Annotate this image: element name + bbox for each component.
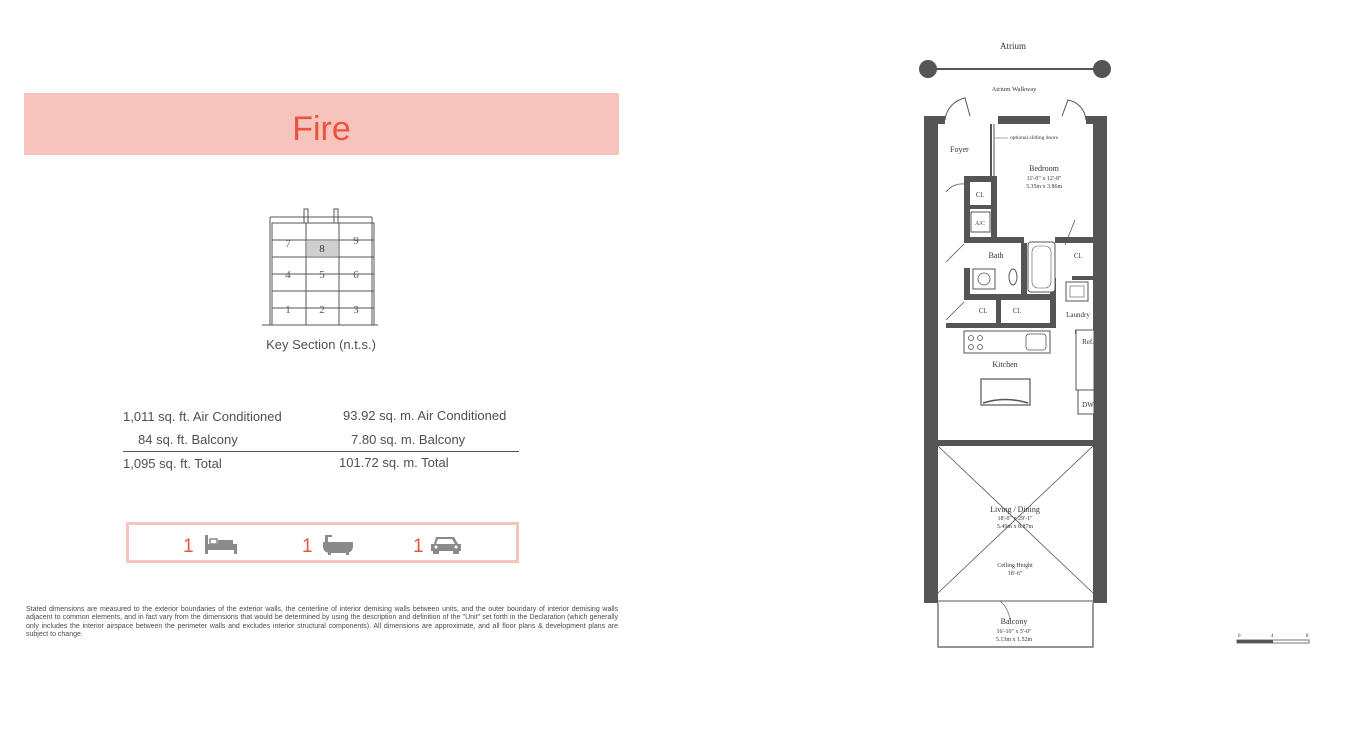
- svg-text:8: 8: [1306, 634, 1309, 639]
- area-sqm-balcony: 7.80 sq. m. Balcony: [351, 432, 466, 447]
- unit-cell-4: 4: [285, 269, 291, 281]
- bath-label: Bath: [988, 251, 1004, 260]
- total-divider: [123, 451, 519, 452]
- key-section-caption: Key Section (n.t.s.): [266, 337, 376, 352]
- ceiling-height-value: 18'-6": [1007, 571, 1023, 577]
- balcony-dims-ft: 16'-10" x 5'-0": [996, 629, 1032, 635]
- bedroom-dims-ft: 11'-0" x 12'-8": [1026, 176, 1062, 182]
- area-sqft-balcony: 84 sq. ft. Balcony: [138, 432, 238, 447]
- atrium-column-left: [919, 60, 937, 78]
- closet-3-label: Cl.: [1012, 307, 1022, 315]
- foyer-label: Foyer: [950, 145, 969, 154]
- floor-plan: [900, 30, 1330, 660]
- living-dims-m: 5.49m x 8.87m: [996, 524, 1034, 530]
- dishwasher-label: DW: [1082, 401, 1094, 409]
- kitchen-label: Kitchen: [992, 360, 1018, 369]
- atrium-column-right: [1093, 60, 1111, 78]
- area-sqm-ac: 93.92 sq. m. Air Conditioned: [343, 408, 507, 423]
- unit-cell-5: 5: [319, 269, 325, 281]
- unit-cell-9: 9: [353, 235, 359, 247]
- unit-cell-6: 6: [353, 269, 359, 281]
- unit-title-bar: [24, 93, 619, 155]
- closet-1-label: Cl.: [975, 191, 985, 199]
- svg-text:0: 0: [1238, 634, 1241, 639]
- ceiling-height-label: Ceiling Height: [997, 563, 1033, 569]
- unit-title: Fire: [292, 110, 351, 148]
- refrigerator-label: Ref.: [1082, 338, 1094, 346]
- living-dims-ft: 18'-0" x 29'-1": [997, 516, 1033, 522]
- sliding-doors-note: optional sliding doors: [1010, 135, 1058, 141]
- toilet: [1009, 269, 1017, 285]
- bedroom-count: 1: [183, 536, 194, 557]
- balcony-dims-m: 5.13m x 1.52m: [995, 637, 1033, 643]
- bed-icon: [204, 533, 238, 555]
- unit-cell-1: 1: [285, 304, 291, 316]
- scale-bar: [1237, 634, 1309, 643]
- closet-bath-label: Cl.: [1073, 252, 1083, 260]
- area-sqm-total: 101.72 sq. m. Total: [339, 455, 449, 470]
- svg-text:4: 4: [1271, 634, 1274, 639]
- area-sqft-total: 1,095 sq. ft. Total: [123, 456, 222, 471]
- unit-cell-7: 7: [285, 238, 291, 250]
- disclaimer-text: Stated dimensions are measured to the exterior boundaries of the exterior walls, the centerline of interior demising walls between units, and the outer boundary of interior demising walls adjacent to common elements, and in fact vary from the dimensions that would be determined by using the description and definition of the "Unit" set forth in the Declaration (which generally only includes the interior airspace between the perimeter walls and excludes interior structural components). All dimensions are approximate, and all floor plans & development plans are subject to change.: [26, 606, 618, 639]
- atrium-walkway-label: Atrium Walkway: [991, 86, 1037, 93]
- balcony-label: Balcony: [1000, 617, 1028, 626]
- parking-count: 1: [413, 536, 424, 557]
- key-section-diagram: [260, 207, 380, 329]
- unit-cell-8: 8: [319, 243, 325, 255]
- area-sqft-ac: 1,011 sq. ft. Air Conditioned: [123, 409, 282, 424]
- car-icon: [429, 533, 463, 555]
- bedroom-dims-m: 3.35m x 3.86m: [1025, 184, 1063, 190]
- unit-cell-2: 2: [319, 304, 325, 316]
- bedroom-label: Bedroom: [1029, 164, 1059, 173]
- closet-2-label: Cl.: [978, 307, 988, 315]
- bathtub-icon: [321, 533, 355, 555]
- features-box: [126, 522, 519, 563]
- ac-label: A/C: [974, 221, 986, 227]
- washer: [1066, 282, 1088, 301]
- laundry-label: Laundry: [1066, 311, 1090, 319]
- unit-cell-3: 3: [353, 304, 359, 316]
- sink: [973, 269, 995, 289]
- atrium-label: Atrium: [1000, 41, 1026, 51]
- bathroom-count: 1: [302, 536, 313, 557]
- living-label: Living / Dining: [990, 505, 1040, 514]
